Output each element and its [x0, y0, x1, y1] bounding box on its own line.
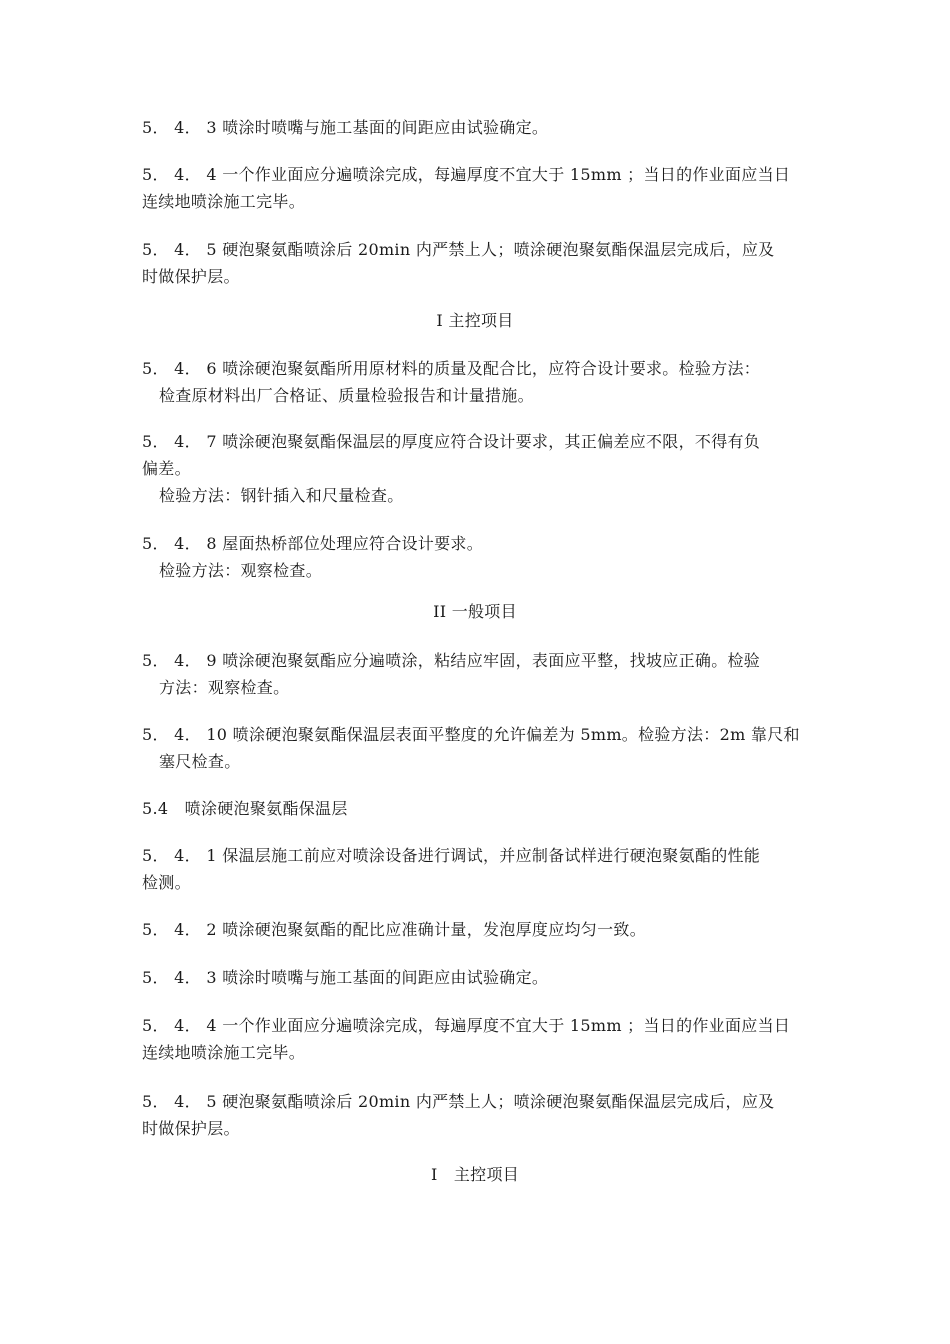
text-line: 5． 4． 2 喷涂硬泡聚氨酯的配比应准确计量，发泡厚度应均匀一致。 [142, 920, 646, 939]
text-line: 5． 4． 1 保温层施工前应对喷涂设备进行调试，并应制备试样进行硬泡聚氨酯的性能 [142, 846, 761, 865]
section-heading-main-control-repeat: I 主控项目 [430, 1165, 520, 1184]
paragraph-5-4-3-repeat [142, 964, 818, 991]
text-line: 检查原材料出厂合格证、质量检验报告和计量措施。 [159, 386, 534, 405]
paragraph-5-4-6 [142, 355, 818, 409]
paragraph-5-4-5 [142, 236, 818, 290]
text-line: 时做保护层。 [142, 267, 240, 286]
paragraph-5-4-8 [142, 530, 818, 584]
text-line: 5． 4． 4 一个作业面应分遍喷涂完成，每遍厚度不宜大于 15mm ；当日的作业面应当日 [142, 165, 791, 184]
paragraph-5-4-1 [142, 842, 818, 896]
text-line: 塞尺检查。 [159, 752, 241, 771]
text-line: 检验方法：钢针插入和尺量检查。 [159, 486, 404, 505]
text-line: 5． 4． 10 喷涂硬泡聚氨酯保温层表面平整度的允许偏差为 5mm。检验方法：2m 靠尺和 [142, 725, 800, 744]
text-line: 5.4 喷涂硬泡聚氨酯保温层 [142, 799, 348, 818]
paragraph-5-4-3 [142, 114, 818, 141]
text-line: 5． 4． 7 喷涂硬泡聚氨酯保温层的厚度应符合设计要求，其正偏差应不限，不得有负 [142, 432, 761, 451]
text-line: 连续地喷涂施工完毕。 [142, 1043, 306, 1062]
section-title-5-4 [142, 795, 818, 822]
text-line: 5． 4． 5 硬泡聚氨酯喷涂后 20min 内严禁上人；喷涂硬泡聚氨酯保温层完成后，应及 [142, 1092, 775, 1111]
text-line: 5． 4． 4 一个作业面应分遍喷涂完成，每遍厚度不宜大于 15mm ；当日的作业面应当日 [142, 1016, 791, 1035]
paragraph-5-4-7 [142, 428, 818, 509]
section-heading-main-control: I 主控项目 [436, 311, 514, 330]
paragraph-5-4-5-repeat [142, 1088, 818, 1142]
text-line: 5． 4． 9 喷涂硬泡聚氨酯应分遍喷涂，粘结应牢固，表面应平整，找坡应正确。检验 [142, 651, 761, 670]
text-line: 检测。 [142, 873, 191, 892]
text-line: 5． 4． 5 硬泡聚氨酯喷涂后 20min 内严禁上人；喷涂硬泡聚氨酯保温层完成后，应及 [142, 240, 775, 259]
text-line: 5． 4． 6 喷涂硬泡聚氨酯所用原材料的质量及配合比，应符合设计要求。检验方法： [142, 359, 761, 378]
text-line: 时做保护层。 [142, 1119, 240, 1138]
text-line: 5． 4． 3 喷涂时喷嘴与施工基面的间距应由试验确定。 [142, 968, 549, 987]
paragraph-5-4-4-repeat [142, 1012, 818, 1066]
text-line: 方法：观察检查。 [159, 678, 290, 697]
text-line: 连续地喷涂施工完毕。 [142, 192, 306, 211]
text-line: 检验方法：观察检查。 [159, 561, 323, 580]
text-line: 5． 4． 8 屋面热桥部位处理应符合设计要求。 [142, 534, 483, 553]
paragraph-5-4-10 [142, 721, 818, 775]
paragraph-5-4-4 [142, 161, 818, 215]
paragraph-5-4-2 [142, 916, 818, 943]
paragraph-5-4-9 [142, 647, 818, 701]
section-heading-general: II 一般项目 [433, 602, 517, 621]
text-line: 5． 4． 3 喷涂时喷嘴与施工基面的间距应由试验确定。 [142, 118, 549, 137]
text-line: 偏差。 [142, 459, 191, 478]
